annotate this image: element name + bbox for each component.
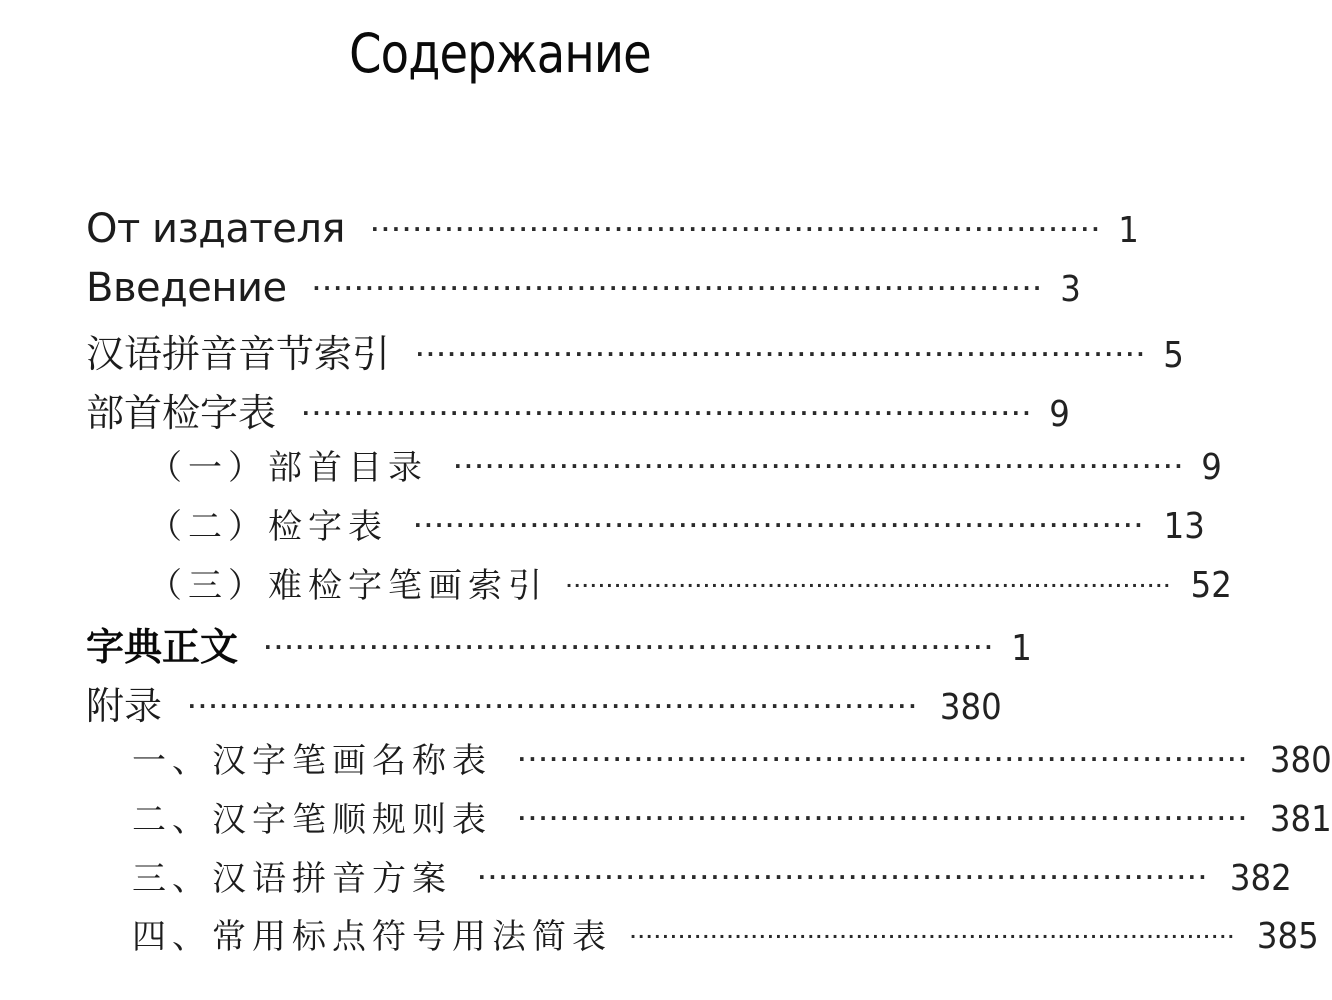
toc-entry-radical-index[interactable] <box>86 382 1071 441</box>
toc-entry-introduction[interactable] <box>86 264 1081 324</box>
toc-subentry-radical-list[interactable] <box>86 440 1223 499</box>
toc-entry-page: 380 <box>1270 740 1332 782</box>
toc-list <box>86 206 1332 968</box>
toc-entry-appendix[interactable] <box>86 675 1002 734</box>
toc-entry-label: 部首检字表 <box>86 390 277 435</box>
toc-entry-publisher[interactable] <box>86 206 1140 265</box>
dot-leader: ····································································· <box>414 512 1146 537</box>
toc-entry-label: 三、汉语拼音方案 <box>132 858 452 899</box>
toc-subentry-stroke-order[interactable] <box>86 792 1332 851</box>
dot-leader: ····································································· <box>264 635 996 660</box>
toc-entry-main-text[interactable] <box>86 616 1033 675</box>
dot-leader: ··········································································· <box>630 927 1236 947</box>
toc-entry-label: 四、常用标点符号用法简表 <box>132 917 612 958</box>
toc-entry-page: 1 <box>1011 628 1033 670</box>
toc-entry-label: От издателя <box>86 206 345 252</box>
toc-entry-label: （三）难检字笔画索引 <box>148 565 548 606</box>
toc-entry-page: 382 <box>1230 857 1292 899</box>
dot-leader: ····································································· <box>454 454 1186 479</box>
toc-entry-page: 380 <box>940 686 1002 728</box>
toc-entry-label: Введение <box>86 264 287 311</box>
dot-leader: ····································································· <box>518 805 1250 830</box>
toc-entry-label: 汉语拼音音节索引 <box>86 332 391 377</box>
toc-entry-pinyin-index[interactable] <box>86 323 1185 382</box>
toc-entry-label: 二、汉字笔顺规则表 <box>132 799 492 840</box>
toc-subentry-stroke-index[interactable] <box>86 558 1232 617</box>
toc-entry-page: 9 <box>1049 393 1071 435</box>
toc-entry-page: 52 <box>1190 564 1232 606</box>
dot-leader: ··········································································· <box>566 575 1172 595</box>
dot-leader: ····································································· <box>518 747 1250 772</box>
toc-subentry-character-index[interactable] <box>86 499 1206 558</box>
dot-leader: ····································································· <box>478 864 1210 889</box>
toc-entry-page: 385 <box>1256 916 1319 958</box>
toc-subentry-pinyin-scheme[interactable] <box>86 851 1292 910</box>
toc-entry-label: 附录 <box>86 683 163 728</box>
toc-entry-label: （二）检字表 <box>148 506 388 547</box>
dot-leader: ····································································· <box>312 275 1044 300</box>
dot-leader: ····································································· <box>370 217 1103 241</box>
dot-leader: ····································································· <box>416 342 1148 367</box>
toc-subentry-punctuation[interactable] <box>86 909 1319 968</box>
page-title: Содержание <box>349 22 651 85</box>
toc-entry-page: 13 <box>1163 505 1206 547</box>
toc-entry-label: 字典正文 <box>86 625 239 670</box>
toc-entry-page: 1 <box>1118 210 1140 251</box>
dot-leader: ····································································· <box>188 693 920 718</box>
toc-entry-page: 381 <box>1270 798 1332 840</box>
toc-entry-label: 一、汉字笔画名称表 <box>132 741 492 782</box>
dot-leader: ····································································· <box>302 400 1034 425</box>
toc-entry-page: 9 <box>1201 447 1223 489</box>
toc-entry-page: 5 <box>1163 335 1185 377</box>
toc-entry-page: 3 <box>1060 268 1081 310</box>
toc-entry-label: （一）部首目录 <box>148 448 428 489</box>
toc-subentry-stroke-names[interactable] <box>86 733 1332 792</box>
